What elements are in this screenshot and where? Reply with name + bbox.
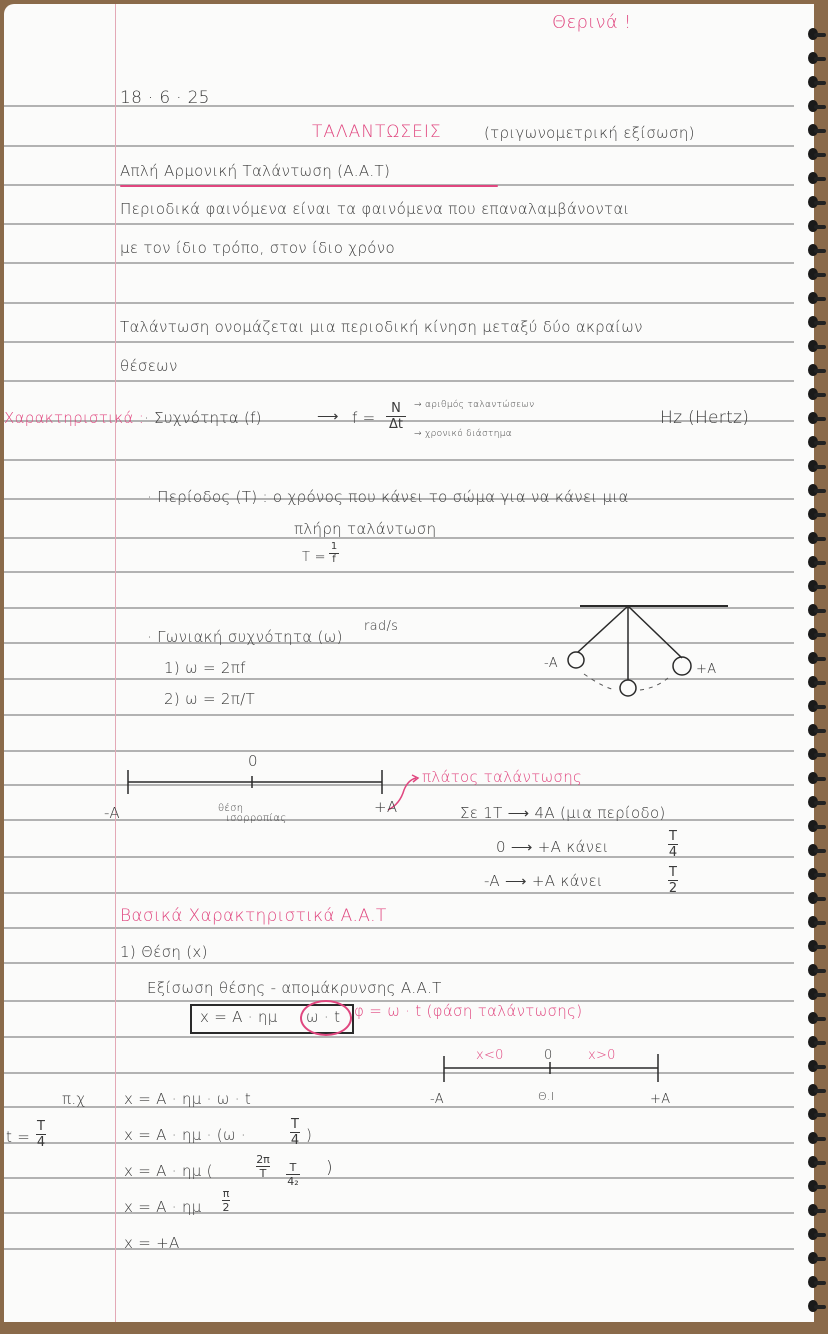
phase-note: φ = ω · t (φάση ταλάντωσης)	[354, 1002, 583, 1020]
date: 18 · 6 · 25	[120, 88, 210, 108]
denominator-note: → χρονικό διάστημα	[414, 429, 512, 439]
example-step-2: x = A · ημ · (ω ·	[124, 1126, 246, 1144]
characteristics-label: Χαρακτηριστικά :	[4, 409, 145, 427]
displacement-axis	[124, 770, 424, 800]
period-fact-1: Σε 1T ⟶ 4A (μια περίοδο)	[460, 804, 666, 822]
definition-line-1: Περιοδικά φαινόμενα είναι τα φαινόμενα που επαναλαμβάνονται	[120, 200, 630, 218]
equilibrium-label-1: θέση	[218, 803, 244, 814]
frequency-lhs: f =	[352, 409, 376, 427]
example-label: π.χ	[62, 1090, 86, 1108]
angular-frequency-unit: rad/s	[364, 619, 399, 634]
axis1-left-label: -A	[104, 804, 120, 822]
example-step-3-fraction-b: T 4₂	[287, 1161, 299, 1188]
top-note: Θερινά !	[552, 12, 632, 33]
basics-item-position: 1) Θέση (x)	[120, 943, 208, 961]
period-fact-3-fraction: T 2	[668, 865, 678, 896]
period-line-2: πλήρη ταλάντωση	[294, 520, 437, 538]
axis2-equilibrium-label: Θ.Ι	[538, 1090, 555, 1103]
frequency-numerator: N	[391, 401, 401, 416]
example-condition-fraction: T 4	[36, 1119, 46, 1150]
example-step-3: x = A · ημ (	[124, 1162, 213, 1180]
frequency-fraction	[386, 402, 406, 431]
period-fact-2-fraction: T 4	[668, 829, 678, 860]
pendulum-diagram	[564, 604, 744, 704]
angular-formula-1: 1) ω = 2πf	[164, 659, 246, 677]
angular-frequency-name: · Γωνιακή συχνότητα (ω)	[147, 628, 343, 646]
example-step-3-fraction-a: 2π T	[256, 1153, 270, 1180]
heading-underline	[120, 185, 498, 187]
page-title-subtitle: (τριγωνομετρική εξίσωση)	[484, 124, 695, 142]
angular-formula-2: 2) ω = 2π/T	[164, 690, 255, 708]
example-step-2-close: )	[306, 1126, 313, 1144]
example-step-2-fraction: T 4	[290, 1117, 300, 1148]
axis2-center-label: 0	[544, 1048, 553, 1063]
axis2-left-label: -A	[430, 1092, 444, 1107]
pendulum-right-label: +A	[696, 662, 717, 677]
period-line-1: · Περίοδος (T) : ο χρόνος που κάνει το σώμα για να κάνει μια	[147, 488, 629, 506]
axis1-center-label: 0	[248, 752, 258, 770]
example-condition: t =	[6, 1128, 31, 1146]
frequency-unit: Hz (Hertz)	[660, 408, 750, 428]
period-formula-lhs: T =	[302, 550, 326, 565]
pendulum-left-label: -A	[544, 656, 558, 671]
frequency-denominator: Δt	[389, 417, 403, 432]
spiral-binding	[802, 0, 828, 1334]
amplitude-note: πλάτος ταλάντωσης	[422, 768, 583, 786]
example-step-3-close: )	[326, 1158, 333, 1178]
notebook-page	[4, 4, 814, 1322]
period-fact-3: -A ⟶ +A κάνει	[484, 872, 603, 890]
arrow-icon: ⟶	[317, 407, 339, 425]
example-step-4-fraction: π 2	[222, 1187, 230, 1214]
period-fraction: 1 f	[330, 541, 338, 565]
definition-line-2: με τον ίδιο τρόπο, στον ίδιο χρόνο	[120, 239, 395, 257]
boxed-equation-prefix: x = A · ημ	[200, 1008, 278, 1026]
axis1-right-label: +A	[374, 798, 398, 816]
example-step-1: x = A · ημ · ω · t	[124, 1090, 252, 1108]
frequency-name: · Συχνότητα (f)	[144, 409, 262, 427]
section-heading-aat: Απλή Αρμονική Ταλάντωση (Α.Α.Τ)	[120, 162, 391, 180]
example-step-4: x = A · ημ	[124, 1198, 202, 1216]
numerator-note: → αριθμός ταλαντώσεων	[414, 400, 535, 410]
period-fact-2: 0 ⟶ +A κάνει	[496, 838, 609, 856]
basics-heading: Βασικά Χαρακτηριστικά Α.Α.Τ	[120, 906, 387, 926]
axis2-right-label: +A	[650, 1092, 671, 1107]
oscillation-definition-1: Ταλάντωση ονομάζεται μια περιοδική κίνηση μεταξύ δύο ακραίων	[120, 318, 643, 336]
margin-line	[115, 4, 116, 1322]
neg-region-label: x<0	[476, 1048, 504, 1063]
sign-axis	[440, 1052, 670, 1084]
page-title: ΤΑΛΑΝΤΩΣΕΙΣ	[312, 122, 442, 142]
oscillation-definition-2: θέσεων	[120, 357, 178, 375]
pos-region-label: x>0	[588, 1048, 616, 1063]
boxed-equation-phase: ω · t	[306, 1008, 341, 1026]
example-step-5: x = +A	[124, 1234, 180, 1252]
equilibrium-label-2: ισορροπίας	[226, 813, 287, 824]
equation-title: Εξίσωση θέσης - απομάκρυνσης Α.Α.Τ	[147, 979, 442, 997]
